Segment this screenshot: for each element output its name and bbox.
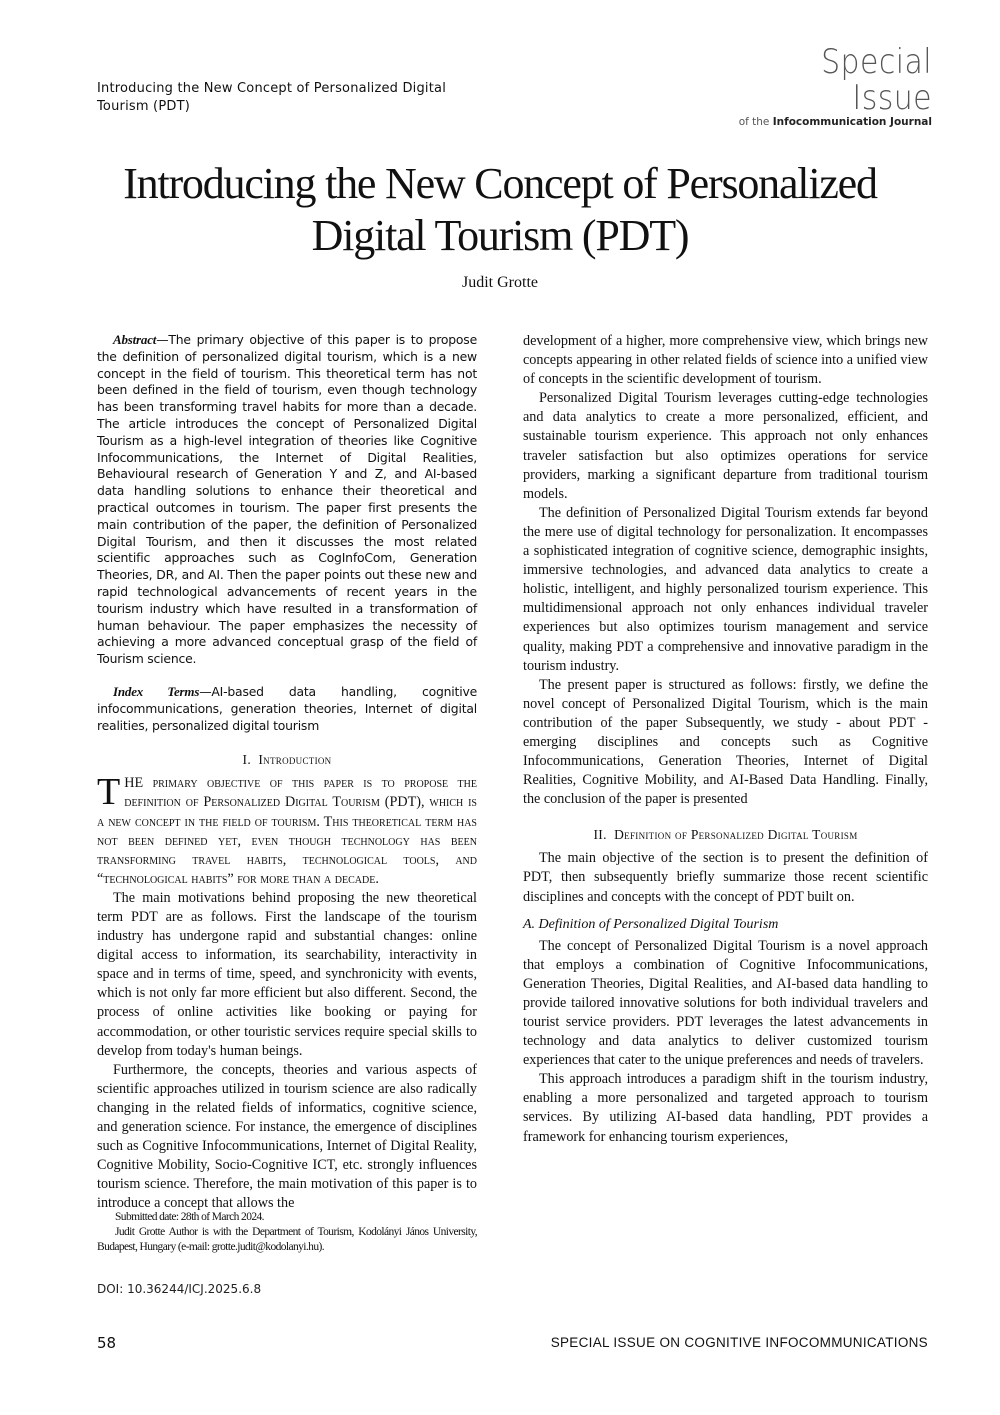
author: Judit Grotte xyxy=(462,274,538,291)
brand-prefix: of the xyxy=(738,116,770,128)
intro-paragraph-5: The definition of Personalized Digital Tourism extends far beyond the mere use of digital technology for personalization. It encompasses a sophisticated integration of cognitive science, demographic insights, immersive technologies, and advanced data analytics to create a holistic, intelligent, and highly personalized tourism experience. This multidimensional approach not only enhances individual traveler experiences but also optimizes tourism management and service quality, making PDT a comprehensive and innovative paradigm in the tourism industry. xyxy=(523,504,928,674)
brand-special-issue: Special Issue xyxy=(821,42,932,118)
index-terms-label: Index Terms xyxy=(113,683,200,699)
left-column xyxy=(97,332,477,1213)
brand-journal-bold: Infocommunication Journal xyxy=(772,116,932,128)
section-2-paragraph-1: The main objective of the section is to present the definition of PDT, then subsequently briefly summarize those recent scientific disciplines and concepts with the concept of PDT built on. xyxy=(523,850,928,905)
intro-paragraph-4: Personalized Digital Tourism leverages cutting-edge technologies and data analytics to create a more personalized, efficient, and sustainable tourism experience. This approach not only enhances traveler satisfaction but also optimizes operations for service providers, marking a significant departure from traditional tourism models. xyxy=(523,390,928,502)
running-head: Introducing the New Concept of Personalized Digital Tourism (PDT) xyxy=(97,81,447,114)
index-terms xyxy=(97,684,477,734)
intro-paragraph-3: Furthermore, the concepts, theories and various aspects of scientific approaches utilized in tourism science are also radically changing in the related fields of informatics, cognitive science, and generation science. For instance, the emergence of disciplines such as Cognitive Infocommunications, Internet of Digital Reality, Cognitive Mobility, Socio-Cognitive ICT, etc. strongly influences tourism science. Therefore, the main motivation of this paper is to introduce a concept that allows the xyxy=(97,1061,477,1212)
index-terms-text: —AI-based data handling, cognitive infocommunications, generation theories, Internet of digital realities, personalized digital tourism xyxy=(97,683,477,733)
footnote xyxy=(97,1210,477,1255)
title-line-2: Digital Tourism (PDT) xyxy=(311,211,689,260)
intro-paragraph-1-text: HE primary objective of this paper is to propose the definition of Personalized Digital Tourism (PDT), which is a new concept in the field of tourism. This theoretical term has not been defined yet, even though technology has been transforming travel habits, technological tools, and “technological habits” for more than a decade. xyxy=(97,775,477,887)
section-2-title: Definition of Personalized Digital Tourism xyxy=(614,827,858,843)
drop-cap: T xyxy=(97,771,121,814)
footnote-affiliation: Judit Grotte Author is with the Department of Tourism, Kodolányi János University, Budapest, Hungary (e-mail: grotte.judit@kodolanyi.hu). xyxy=(97,1226,477,1253)
intro-paragraph-6: The present paper is structured as follows: firstly, we define the novel concept of Personalized Digital Tourism, which is the main contribution of the paper Subsequently, we study - about PDT - emerging disciplines and concepts such as Cognitive Infocommunications, Generation Theories, Internet of Digital Realities, Cognitive Mobility, and AI-Based Data Handling. Finally, the conclusion of the paper is presented xyxy=(523,676,928,808)
section-1-numeral: I. xyxy=(242,752,252,768)
title-line-1: Introducing the New Concept of Personalized xyxy=(123,159,877,208)
footnote-submitted: Submitted date: 28th of March 2024. xyxy=(115,1211,264,1223)
journal-brand xyxy=(712,44,932,128)
section-1-heading xyxy=(97,752,477,768)
paper-title xyxy=(60,158,940,262)
section-2-numeral: II. xyxy=(593,827,607,843)
intro-paragraph-2: The main motivations behind proposing the new theoretical term PDT are as follows. First the landscape of the tourism industry has undergone rapid and substantial changes: online digital access to information, its searchability, interactivity in space and in terms of time, speed, and synchronicity with events, which is not only far more efficient but also different. Second, the process of online activities like booking or paying for accommodation, or other touristic services require special skills to develop from today's human beings. xyxy=(97,889,477,1059)
doi: DOI: 10.36244/ICJ.2025.6.8 xyxy=(97,1282,262,1296)
section-2-paragraph-3: This approach introduces a paradigm shift in the tourism industry, enabling a more personalized and targeted approach to tourism services. By utilizing AI-based data handling, PDT provides a framework for enhancing tourism experiences, xyxy=(523,1071,928,1145)
abstract-text: —The primary objective of this paper is to propose the definition of personalized digital tourism, which is a new concept in the field of tourism. This theoretical term has not been defined in the field of tourism, even though technology has been transforming travel habits for more than a decade. The article introduces the concept of Personalized Digital Tourism as a high-level integration of theories like Cognitive Infocommunications, the Internet of Digital Realities, Behavioural research of Generation Y and Z, and AI-based data handling solutions to enhance their theoretical and practical outcomes in tourism. The paper first presents the main contribution of the paper, the definition of Personalized Digital Tourism, and then it discusses the most related scientific approaches such as CogInfoCom, Generation Theories, DR, and AI. Then the paper points out these new and rapid technological advancements of recent years in the tourism industry which have resulted in a transformation of human behaviour. The paper emphasizes the necessity of achieving a more advanced conceptual grasp of the field of Tourism science. xyxy=(97,332,477,667)
section-1-title: Introduction xyxy=(258,752,332,768)
intro-paragraph-3-continued: development of a higher, more comprehensive view, which brings new concepts appearing in other related fields of science into a unified view of concepts in the scientific development of tourism. xyxy=(523,333,928,388)
section-2-paragraph-2: The concept of Personalized Digital Tourism is a novel approach that employs a combination of Cognitive Infocommunications, Generation Theories, Digital Realities, and AI-based data handling to provide tailored innovative solutions for both individual travelers and tourist service providers. PDT leverages the latest advancements in technology and data analytics to deliver customized tourism experiences that cater to the unique preferences and needs of travelers. xyxy=(523,937,928,1069)
abstract xyxy=(97,332,477,668)
journal-footer: SPECIAL ISSUE ON COGNITIVE INFOCOMMUNICATIONS xyxy=(550,1335,928,1350)
page-number: 58 xyxy=(97,1334,117,1352)
section-2-heading xyxy=(523,827,928,843)
right-column xyxy=(523,332,928,1147)
abstract-label: Abstract xyxy=(113,332,157,347)
intro-paragraph-1 xyxy=(97,771,477,889)
subsection-a-heading: A. Definition of Personalized Digital Tourism xyxy=(523,916,779,932)
